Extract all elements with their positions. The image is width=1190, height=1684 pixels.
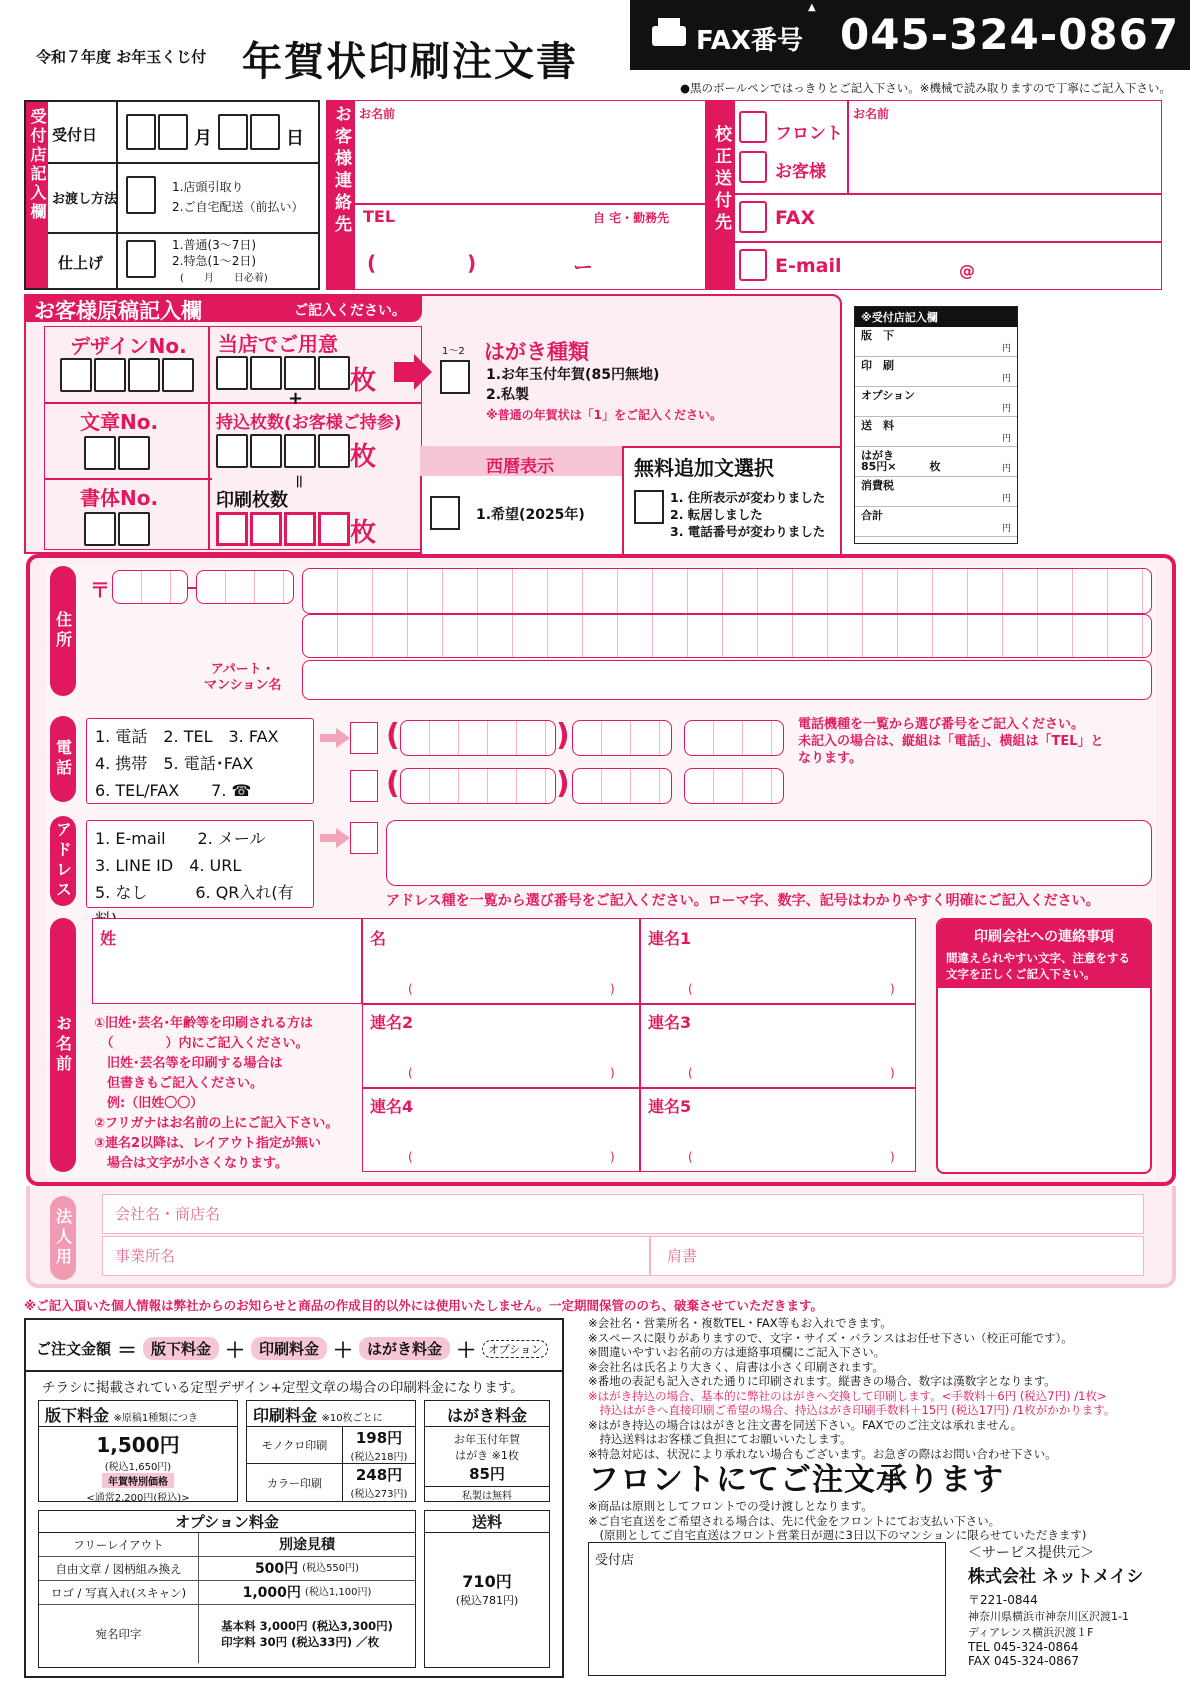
hanshita-tax: (税込1,650円) <box>104 1462 172 1473</box>
reception-box[interactable] <box>588 1542 946 1676</box>
shipping-tax: (税込781円) <box>455 1594 519 1607</box>
store-prepare-label: 当店でご用意 <box>218 332 338 356</box>
option-name: フリーレイアウト <box>39 1533 199 1556</box>
hagaki-opt2: 2.私製 <box>486 387 530 403</box>
note-red-1: ※はがき持込の場合、基本的に弊社のはがきへ交換して印刷します。<手数料＋6円 (税込7円) /1枚> <box>588 1388 1107 1403</box>
uketsuke-label: 受付日 <box>52 126 98 144</box>
store-calc-block <box>854 306 1018 544</box>
proof-front-label: フロント <box>775 124 843 144</box>
shipping-table <box>424 1510 550 1668</box>
proof-at-sign: @ <box>959 261 975 280</box>
mono-tax: (税込218円) <box>350 1452 408 1463</box>
hanshita-sub: ※原稿1種類につき <box>113 1413 199 1424</box>
color-label: カラー印刷 <box>247 1464 343 1501</box>
free-opt1: 1. 住所表示が変わりました <box>670 490 826 505</box>
r4-paren-open: ( <box>408 1150 413 1164</box>
print-count-label: 印刷枚数 <box>216 490 288 511</box>
triangle-icon: ▲ <box>808 2 816 13</box>
names-notes: ①旧姓･芸名･年齢等を印刷される方は （ ）内にご記入ください。 旧姓･芸名等を印刷する場合は 但書きもご記入ください。 例:（旧姓〇〇） ②フリガナはお名前の上にご記入下さい。 ③連名2以降は、レイアウト指定が無い 場合は文字が小さくなります。 <box>94 1016 339 1171</box>
header-subtitle: 令和７年度 お年玉くじ付 <box>36 48 207 66</box>
store-calc-row[interactable] <box>855 327 1017 357</box>
addr-opt-2: 3. LINE ID 4. URL <box>95 856 242 875</box>
note-line: ※商品は原則としてフロントでの受け渡しとなります。 <box>588 1499 873 1513</box>
option-pill: オプション <box>482 1340 548 1358</box>
option-row <box>39 1605 415 1663</box>
store-calc-label: 送 料 <box>861 419 894 432</box>
front-order-banner: フロントにてご注文承ります <box>588 1462 1004 1498</box>
delivery-box[interactable] <box>126 176 156 214</box>
proof-name-label: お名前 <box>853 107 890 121</box>
mai-label-1: 枚 <box>350 366 377 396</box>
office-input[interactable] <box>102 1236 650 1276</box>
hanshita-price: 1,500円 <box>96 1433 180 1457</box>
fax-banner <box>630 0 1190 70</box>
hagaki-type-box[interactable] <box>440 360 470 394</box>
shotai-no-label: 書体No. <box>80 486 159 510</box>
option-row <box>39 1533 415 1557</box>
pricing-block <box>24 1318 564 1678</box>
names-side-label: お名前 <box>50 918 76 1172</box>
phone-last-1[interactable] <box>684 720 784 756</box>
design-no-label: デザインNo. <box>70 334 187 358</box>
order-formula <box>36 1334 548 1363</box>
phone-area-2[interactable] <box>400 768 556 804</box>
office-label: 事業所名 <box>115 1247 176 1265</box>
address-type-list <box>86 820 314 908</box>
seireki-opt: 1.希望(2025年) <box>476 507 585 523</box>
option-price: 1,000円 <box>242 1584 301 1601</box>
renmei4-label: 連名4 <box>370 1097 414 1116</box>
note-line: ※番地の表記も記入された通りに印刷されます。縦書きの場合、数字は漢数字となります。 <box>588 1374 1056 1388</box>
shipping-title: 送料 <box>425 1511 549 1533</box>
title-input[interactable] <box>650 1236 1144 1276</box>
store-calc-row[interactable] <box>855 507 1017 537</box>
free-opt3: 3. 電話番号が変わりました <box>670 524 826 539</box>
address-line-1[interactable] <box>302 568 1152 614</box>
store-calc-label: 合計 <box>861 509 883 522</box>
proof-fax-label: FAX <box>775 207 816 229</box>
mei-paren-open: ( <box>408 982 413 996</box>
renmei3-label: 連名3 <box>648 1013 692 1032</box>
note-line: ※特急対応は、状況により承れない場合もございます。お急ぎの際はお問い合わせ下さい。 <box>588 1446 1057 1461</box>
phone-opt-3: 6. TEL/FAX 7. ☎ <box>95 781 252 800</box>
mono-price: 198円 <box>355 1429 403 1447</box>
proof-destination-block <box>706 100 1162 290</box>
option-name: 自由文章 / 図柄組み換え <box>39 1557 199 1580</box>
option-name: 宛名印字 <box>39 1605 199 1663</box>
proof-front-box[interactable] <box>739 111 767 143</box>
option-row <box>39 1557 415 1581</box>
address-type-box[interactable] <box>350 822 378 854</box>
bring-count-label: 持込枚数(お客様ご持参) <box>216 413 402 433</box>
address-type-side-label: アドレス <box>50 816 76 906</box>
option-name: ロゴ / 写真入れ(スキャン) <box>39 1581 199 1604</box>
r5-paren-open: ( <box>688 1150 693 1164</box>
page-title: 年賀状印刷注文書 <box>242 38 578 85</box>
store-calc-label: オプション <box>861 389 916 402</box>
privacy-note: ※ご記入頂いた個人情報は弊社からのお知らせと商品の作成目的以外には使用いたしません。一定期間保管ののち、破棄させていただきます。 <box>24 1298 824 1313</box>
bring-count-boxes[interactable] <box>216 434 350 468</box>
address-line-2[interactable] <box>302 614 1152 658</box>
eq-sign: ＝ <box>117 1338 138 1362</box>
phone-type-list <box>86 718 314 804</box>
mei-label: 名 <box>370 929 387 948</box>
phone-paren-open-2: ( <box>386 766 400 801</box>
notes-block <box>588 1316 1178 1543</box>
renmei5-label: 連名5 <box>648 1097 692 1116</box>
option-tax: (税込550円) <box>302 1562 360 1574</box>
store-calc-unit: 円 <box>1001 464 1011 474</box>
r1-paren-open: ( <box>688 982 693 996</box>
addr-opt-3: 5. なし 6. QR入れ(有 <box>95 883 294 902</box>
month-box-2[interactable] <box>158 114 188 150</box>
flyer-note: チラシに掲載されている定型デザイン+定型文章の場合の印刷料金になります。 <box>42 1380 524 1396</box>
provider-fax: FAX 045-324-0867 <box>968 1654 1080 1668</box>
proof-fax-box[interactable] <box>739 201 767 233</box>
r3-paren-close: ) <box>890 1066 895 1080</box>
fax-label: FAX番号 <box>696 26 803 56</box>
provider-label: ＜サービス提供元＞ <box>968 1545 1094 1561</box>
option-price: 別途見積 <box>279 1536 335 1553</box>
insatsu-table <box>246 1400 416 1502</box>
store-entry-block <box>24 100 320 290</box>
proof-customer-box[interactable] <box>739 151 767 183</box>
note-line: 持込送料はお客様ご負担にてお願いいたします。 <box>588 1432 852 1446</box>
proof-email-label: E-mail <box>775 255 842 277</box>
color-tax: (税込273円) <box>350 1489 408 1500</box>
note-line: ※間違いやすいお名前の方は連絡事項欄にご記入下さい。 <box>588 1345 886 1359</box>
note-line: (原則としてご自宅直送はフロント営業日が週に3日以下のマンションに限らせていただきます) <box>588 1528 1087 1542</box>
renmei1-label: 連名1 <box>648 929 692 948</box>
plus-3: ＋ <box>456 1338 477 1362</box>
apartment-input[interactable] <box>302 660 1152 700</box>
plus-2: ＋ <box>333 1338 354 1362</box>
hagaki-range: 1〜2 <box>442 346 465 357</box>
proof-customer-label: お客様 <box>775 162 826 182</box>
finish-label: 仕上げ <box>58 254 104 272</box>
hanshita-special: 年賀特別価格 <box>102 1473 174 1488</box>
r2-paren-open: ( <box>408 1066 413 1080</box>
store-calc-row[interactable] <box>855 417 1017 447</box>
hagaki-price-table <box>424 1400 550 1502</box>
delivery-opt1: 1.店頭引取り <box>172 180 244 194</box>
note-line: ※はがき持込の場合ははがきと注文書を同送下さい。FAXでのご注文は承れません。 <box>588 1417 1023 1432</box>
store-calc-label: はがき 85円× 枚 <box>861 449 941 473</box>
hagaki-opt1: 1.お年玉付年賀(85円無地) <box>486 367 660 383</box>
r5-paren-close: ) <box>890 1150 895 1164</box>
finish-box[interactable] <box>126 240 156 278</box>
store-calc-title: ※受付店記入欄 <box>855 307 1017 327</box>
hagaki-price: 85円 <box>469 1465 505 1483</box>
provider-company: 株式会社 ネットメイシ <box>968 1567 1144 1587</box>
delivery-opt2: 2.ご自宅配送（前払い） <box>172 200 304 214</box>
contact-tel-type: 自 宅・勤務先 <box>593 211 670 225</box>
r3-paren-open: ( <box>688 1066 693 1080</box>
option-row <box>39 1581 415 1605</box>
insatsu-sub: ※10枚ごとに <box>321 1413 383 1424</box>
r4-paren-close: ) <box>610 1150 615 1164</box>
hagaki-pill: はがき料金 <box>359 1337 450 1360</box>
phone-area-1[interactable] <box>400 720 556 756</box>
phone-opt-1: 1. 電話 2. TEL 3. FAX <box>95 727 279 746</box>
shotai-no-boxes[interactable] <box>84 512 150 546</box>
store-calc-label: 版 下 <box>861 329 894 342</box>
month-label: 月 <box>194 128 212 149</box>
note-line: ※会社名は氏名より大きく、肩書は小さく印刷されます。 <box>588 1359 884 1374</box>
option-price: 500円 <box>254 1560 299 1577</box>
free-add-box[interactable] <box>634 490 664 524</box>
addr-opt-1: 1. E-mail 2. メール <box>95 829 266 848</box>
proof-email-box[interactable] <box>739 249 767 281</box>
day-label: 日 <box>286 128 304 149</box>
store-calc-row[interactable] <box>855 357 1017 387</box>
option-table <box>38 1510 416 1668</box>
finish-opt1: 1.普通(3〜7日) <box>172 238 257 252</box>
option-title: オプション料金 <box>39 1511 415 1533</box>
store-side-label: 受付店記入欄 <box>28 108 47 222</box>
store-calc-unit: 円 <box>1001 434 1011 444</box>
finish-opt3: ( 月 日必着) <box>180 273 268 284</box>
store-calc-unit: 円 <box>1001 404 1011 414</box>
total-label: ご注文金額 <box>36 1340 112 1358</box>
address-type-note: アドレス種を一覧から選び番号をご記入ください。ローマ字、数字、記号はわかりやすく明確にご記入ください。 <box>386 893 1100 909</box>
tel-paren-close: ) <box>467 251 477 275</box>
option-price: 基本料 3,000円 (税込3,300円) 印字料 30円 (税込33円) ／枚 <box>221 1619 393 1649</box>
phone-mid-1[interactable] <box>572 720 672 756</box>
contact-side-label: お客様連絡先 <box>331 105 351 237</box>
corporate-side-label: 法人用 <box>50 1196 76 1280</box>
sei-label: 姓 <box>100 929 117 948</box>
phone-note: 電話機種を一覧から選び番号をご記入ください。 未記入の場合は、縦組は「電話」、横組は「TEL」と なります。 <box>798 717 1104 766</box>
option-tax: (税込1,100円) <box>304 1586 372 1598</box>
right-arrow-icon <box>336 828 350 848</box>
insatsu-title: 印刷料金 <box>253 1406 318 1425</box>
note-red-2: 持込はがきへ直接印刷ご希望の場合、持込はがき印刷手数料＋15円 (税込17円) /1枚がかかります。 <box>588 1403 1116 1417</box>
finish-opt2: 2.特急(1〜2日) <box>172 254 257 268</box>
store-calc-unit: 円 <box>1001 494 1011 504</box>
r1-paren-close: ) <box>890 982 895 996</box>
insatsu-pill: 印刷料金 <box>251 1337 327 1360</box>
hagaki-price-title: はがき料金 <box>425 1401 549 1427</box>
phone-paren-close-1: ) <box>556 718 570 753</box>
contact-notes-sub: 間違えられやすい文字、注意をする 文字を正しくご記入下さい。 <box>946 951 1130 981</box>
sei-input[interactable] <box>92 918 362 1004</box>
hanshita-pill: 版下料金 <box>143 1337 219 1360</box>
note-line: ※会社名・営業所名・複数TEL・FAX等もお入れできます。 <box>588 1316 892 1330</box>
hagaki-free: 私製は無料 <box>425 1486 549 1502</box>
hanshita-table <box>38 1400 238 1502</box>
hanshita-normal: <通常2,200円(税込)> <box>86 1493 190 1504</box>
day-box-2[interactable] <box>250 114 280 150</box>
fax-machine-icon <box>652 26 686 46</box>
r2-paren-close: ) <box>610 1066 615 1080</box>
apartment-label: アパート・ マンション名 <box>204 662 282 693</box>
provider-addr1: 神奈川県横浜市神奈川区沢渡1-1 <box>968 1610 1129 1623</box>
note-line: ※スペースに限りがありますので、文字・サイズ・バランスはお任せ下さい（校正可能です）。 <box>588 1330 1073 1345</box>
plus-sign: + <box>288 388 304 409</box>
phone-type-box-1[interactable] <box>350 722 378 754</box>
day-box-1[interactable] <box>218 114 248 150</box>
address-input[interactable] <box>386 820 1152 886</box>
store-calc-row[interactable] <box>855 447 1017 477</box>
manuscript-tab <box>24 294 422 322</box>
month-box-1[interactable] <box>126 114 156 150</box>
hagaki-desc1: お年玉付年賀 <box>454 1433 520 1446</box>
phone-last-2[interactable] <box>684 768 784 804</box>
free-opt2: 2. 転居しました <box>670 507 763 522</box>
bunsho-no-boxes[interactable] <box>84 436 150 470</box>
seireki-title: 西暦表示 <box>486 457 554 477</box>
proof-side-label: 校正送付先 <box>711 125 731 235</box>
seireki-box[interactable] <box>430 496 460 530</box>
store-calc-label: 消費税 <box>861 479 894 492</box>
hanshita-title: 版下料金 <box>45 1406 110 1425</box>
print-count-boxes[interactable] <box>216 512 350 546</box>
reception-label: 受付店 <box>595 1553 635 1568</box>
hagaki-type-title: はがき種類 <box>484 340 589 364</box>
shipping-price: 710円 <box>462 1572 512 1591</box>
phone-paren-open-1: ( <box>386 718 400 753</box>
mei-paren-close: ) <box>610 982 615 996</box>
store-calc-row[interactable] <box>855 477 1017 507</box>
delivery-label: お渡し方法 <box>52 192 118 207</box>
mei-input[interactable] <box>362 918 640 1004</box>
phone-opt-2: 4. 携帯 5. 電話･FAX <box>95 754 254 773</box>
mai-label-2: 枚 <box>350 442 377 472</box>
address-side-label: 住所 <box>50 566 76 696</box>
color-price: 248円 <box>355 1466 403 1484</box>
customer-contact-block <box>326 100 706 290</box>
bunsho-no-label: 文章No. <box>80 410 159 434</box>
manuscript-title: お客様原稿記入欄 <box>34 299 202 323</box>
design-no-boxes[interactable] <box>60 358 194 392</box>
contact-notes-title: 印刷会社への連絡事項 <box>974 929 1114 945</box>
note-line: ※ご自宅直送をご希望される場合は、先に代金をフロントにてお支払い下さい。 <box>588 1513 1001 1528</box>
mai-label-3: 枚 <box>350 518 377 548</box>
header-note: ●黒のボールペンではっきりとご記入下さい。※機械で読み取りますので丁寧にご記入下さい。 <box>680 81 1171 95</box>
equal-sign: ＝ <box>289 473 309 490</box>
free-add-title: 無料追加文選択 <box>634 456 774 480</box>
right-arrow-icon <box>394 362 416 382</box>
hagaki-desc2: はがき ※1枚 <box>455 1449 519 1462</box>
title-label: 肩書 <box>667 1247 698 1265</box>
postal-code-1[interactable] <box>112 570 188 604</box>
hagaki-note: ※普通の年賀状は「1」をご記入ください。 <box>486 408 723 422</box>
contact-notes-box[interactable] <box>936 918 1152 1174</box>
company-input[interactable] <box>102 1194 1144 1234</box>
manuscript-subtitle: ご記入ください。 <box>294 303 406 319</box>
fax-number: 045-324-0867 <box>840 10 1180 59</box>
plus-1: ＋ <box>225 1338 246 1362</box>
phone-side-label: 電話 <box>50 716 76 802</box>
right-arrow-icon <box>336 728 350 748</box>
contact-tel-label: TEL <box>363 207 396 226</box>
store-calc-row[interactable] <box>855 387 1017 417</box>
store-prepare-boxes[interactable] <box>216 356 350 390</box>
phone-type-box-2[interactable] <box>350 770 378 802</box>
mono-label: モノクロ印刷 <box>247 1427 343 1463</box>
provider-addr2: ディアレンス横浜沢渡１F <box>968 1626 1094 1639</box>
company-label: 会社名・商店名 <box>115 1205 221 1223</box>
renmei2-label: 連名2 <box>370 1013 414 1032</box>
contact-name-label: お名前 <box>359 107 396 121</box>
store-calc-label: 印 刷 <box>861 359 894 372</box>
tel-paren-open: ( <box>367 251 377 275</box>
provider-zip: 〒221-0844 <box>968 1593 1038 1607</box>
tel-dash: ー <box>573 255 593 279</box>
postal-code-2[interactable] <box>196 570 294 604</box>
phone-mid-2[interactable] <box>572 768 672 804</box>
provider-info <box>968 1542 1178 1668</box>
store-calc-unit: 円 <box>1001 524 1011 534</box>
provider-tel: TEL 045-324-0864 <box>968 1640 1079 1654</box>
postal-mark: 〒 <box>90 578 110 602</box>
phone-paren-close-2: ) <box>556 766 570 801</box>
store-calc-unit: 円 <box>1001 344 1011 354</box>
store-calc-unit: 円 <box>1001 374 1011 384</box>
